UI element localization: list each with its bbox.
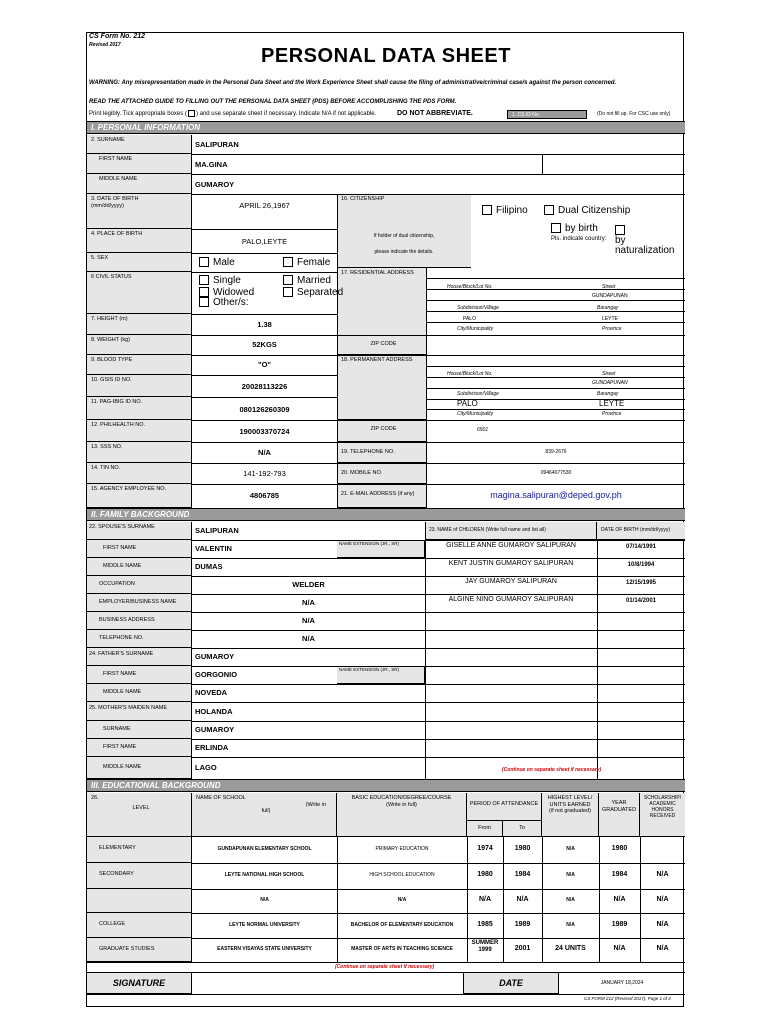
signature-field[interactable] [193, 973, 463, 994]
edu-year[interactable]: N/A [613, 896, 626, 903]
perm-zip-value[interactable]: 6501 [477, 427, 489, 433]
res-subdivision-label: Subdivision/Village [457, 305, 499, 311]
perm-house-label: House/Block/Lot No. [447, 371, 493, 377]
edu-to[interactable]: 1980 [514, 845, 531, 852]
checkbox-icon [199, 297, 209, 307]
dob-label: 3. DATE OF BIRTH (mm/dd/yyyy) [87, 194, 192, 229]
edu-level-cell: ELEMENTARY [87, 837, 192, 863]
edu-school[interactable]: LEYTE NORMAL UNIVERSITY [229, 922, 300, 928]
child-dob[interactable]: 01/14/2001 [625, 598, 657, 604]
checkbox-icon [551, 223, 561, 233]
gsis-label: 10. GSIS ID NO. [87, 375, 192, 397]
checkbox-icon [199, 275, 209, 285]
perm-street-label: Street [602, 371, 616, 377]
checkbox-icon [615, 225, 625, 235]
edu-honors[interactable]: N/A [656, 871, 669, 878]
tin-label: 14. TIN NO. [87, 463, 192, 484]
mother-first-value[interactable]: ERLINDA [195, 743, 229, 752]
spouse-first-value[interactable]: VALENTIN [195, 544, 232, 553]
family-continue-note: (Continue on separate sheet if necessary) [502, 767, 602, 773]
tick-box-icon [188, 110, 195, 117]
checkbox-icon [283, 257, 293, 267]
edu-honors[interactable]: N/A [656, 896, 669, 903]
perm-city-label: City/Municipality [457, 411, 494, 417]
date-label: DATE [463, 973, 559, 994]
edu-course[interactable]: BACHELOR OF ELEMENTARY EDUCATION [350, 922, 454, 928]
civil-married-option[interactable]: Married [283, 275, 337, 284]
middle-name-label: MIDDLE NAME [87, 174, 192, 194]
checkbox-icon [199, 257, 209, 267]
mother-middle-label: MIDDLE NAME [87, 757, 192, 779]
citizenship-label: 16. CITIZENSHIP [337, 194, 471, 268]
edu-course[interactable]: PRIMARY EDUCATION [375, 846, 429, 852]
sss-value[interactable]: N/A [258, 448, 271, 457]
spouse-middle-label: MIDDLE NAME [87, 558, 192, 576]
form-revised: Revised 2017 [89, 42, 121, 48]
employer-value[interactable]: N/A [302, 598, 315, 607]
father-first-value[interactable]: GORGONIO [195, 670, 238, 679]
family-telephone-label: TELEPHONE NO. [87, 630, 192, 648]
perm-province-value[interactable]: LEYTE [599, 399, 625, 408]
father-name-ext-label: NAME EXTENSION (JR., SR) [337, 666, 425, 684]
sex-female-option[interactable]: Female [283, 257, 330, 268]
gsis-value[interactable]: 20028113226 [241, 382, 288, 391]
height-label: 7. HEIGHT (m) [87, 314, 192, 335]
dob-value[interactable]: APRIL 26,1967 [239, 201, 290, 210]
edu-course[interactable]: MASTER OF ARTS IN TEACHING SCIENCE [351, 946, 453, 952]
edu-level-cell: COLLEGE [87, 913, 192, 938]
checkbox-icon [283, 287, 293, 297]
father-first-label: FIRST NAME [87, 666, 192, 684]
dual-note-2: please indicate the details. [374, 249, 434, 255]
edu-school[interactable]: EASTERN VISAYAS STATE UNIVERSITY [217, 946, 312, 952]
email-label: 21. E-MAIL ADDRESS (if any) [337, 484, 427, 508]
edu-year-header: YEAR GRADUATED [599, 793, 640, 837]
edu-course[interactable]: N/A [397, 897, 407, 903]
residential-label: 17. RESIDENTIAL ADDRESS [337, 268, 427, 358]
perm-subdivision-label: Subdivision/Village [457, 391, 499, 397]
checkbox-icon [199, 287, 209, 297]
agency-label: 15. AGENCY EMPLOYEE NO. [87, 484, 192, 508]
res-province-label: Province [602, 326, 622, 332]
cs-id-label: 1. CS ID No. [507, 110, 587, 119]
form-footer: CS FORM 212 (Revised 2017), Page 1 of 4 [584, 996, 671, 1001]
res-street-value[interactable]: GUNDAPUNAN [592, 293, 628, 299]
perm-zip-label: ZIP CODE [337, 420, 427, 442]
father-surname-label: 24. FATHER'S SURNAME [87, 648, 192, 666]
edu-to[interactable]: 1989 [514, 921, 531, 928]
surname-value[interactable]: SALIPURAN [195, 140, 239, 149]
print-legibly-text: Print legibly. Tick appropriate boxes ( ) and use separate sheet if necessary. Indicate N/A if not applicable. [89, 111, 377, 118]
do-not-abbreviate: DO NOT ABBREVIATE. [397, 110, 473, 117]
family-telephone-value[interactable]: N/A [302, 634, 315, 643]
children-header: 23. NAME of CHILDREN (Write full name and list all) [425, 522, 597, 540]
res-street-label: Street [602, 284, 616, 290]
edu-to[interactable]: 2001 [514, 945, 531, 952]
edu-from[interactable]: 1974 [477, 845, 493, 852]
child-dob[interactable]: 07/14/1991 [625, 544, 657, 550]
checkbox-icon [283, 275, 293, 285]
edu-to[interactable]: N/A [516, 896, 529, 903]
checkbox-icon [544, 205, 554, 215]
read-guide-text: READ THE ATTACHED GUIDE TO FILLING OUT THE PERSONAL DATA SHEET (PDS) BEFORE ACCOMPLISHING THE PDS FORM. [89, 99, 457, 105]
occupation-value[interactable]: WELDER [292, 580, 325, 589]
civil-widowed-option[interactable]: Widowed [199, 287, 259, 294]
civil-separated-option[interactable]: Separated [283, 287, 337, 298]
edu-from[interactable]: N/A [478, 896, 492, 903]
edu-year[interactable]: 1989 [611, 921, 628, 928]
section-personal-info: I. PERSONAL INFORMATION [87, 121, 685, 134]
warning-text: WARNING: Any misrepresentation made in the Personal Data Sheet and the Work Experience Sheet shall cause the filing of administrative/criminal case/s against the person concerned. [89, 80, 617, 86]
sex-label: 5. SEX [87, 253, 192, 272]
section-family-background: II. FAMILY BACKGROUND [87, 508, 685, 521]
civil-status-label: 6 CIVIL STATUS [87, 272, 192, 314]
dual-note-1: If holder of dual citizenship, [373, 233, 435, 239]
child-name[interactable]: GISELLE ANNE GUMAROY SALIPURAN [446, 542, 576, 549]
tin-value[interactable]: 141-192-793 [243, 469, 286, 478]
citizenship-filipino-option[interactable]: Filipino [482, 205, 528, 216]
edu-units[interactable]: 24 UNITS [555, 945, 586, 952]
spouse-first-label: FIRST NAME [87, 540, 192, 558]
spouse-name-ext-label: NAME EXTENSION (JR., SR) [337, 540, 425, 558]
civil-other-option[interactable]: Other/s: [199, 297, 249, 308]
edu-year[interactable]: 1980 [611, 845, 628, 852]
pob-label: 4. PLACE OF BIRTH [87, 229, 192, 253]
mobile-label: 20. MOBILE NO. [337, 463, 427, 484]
email-value[interactable]: magina.salipuran@deped.gov.ph [490, 490, 622, 500]
height-value[interactable]: 1.38 [257, 320, 272, 329]
mother-first-label: FIRST NAME [87, 739, 192, 757]
telephone-value[interactable]: 839-2676 [545, 449, 567, 455]
philhealth-label: 12. PHILHEALTH NO. [87, 420, 192, 442]
business-address-value[interactable]: N/A [302, 616, 315, 625]
edu-from[interactable]: 1985 [477, 921, 493, 928]
perm-street-value[interactable]: GUNDAPUNAN [592, 380, 628, 386]
weight-label: 8. WEIGHT (kg) [87, 335, 192, 355]
mother-surname-label: SURNAME [87, 721, 192, 739]
date-value[interactable]: JANUARY 18,2024 [600, 980, 644, 986]
spouse-surname-label: 22. SPOUSE'S SURNAME [87, 522, 192, 540]
first-name-label: FIRST NAME [87, 154, 192, 174]
checkbox-icon [482, 205, 492, 215]
permanent-label: 18. PERMANENT ADDRESS [337, 355, 427, 420]
first-name-value[interactable]: MA.GINA [195, 160, 228, 169]
blood-type-label: 9. BLOOD TYPE [87, 355, 192, 375]
edu-school-header: NAME OF SCHOOL (Write in full) [192, 793, 337, 837]
section-educational-background: III. EDUCATIONAL BACKGROUND [87, 779, 685, 792]
edu-school[interactable]: N/A [260, 897, 269, 903]
res-house-label: House/Block/Lot No. [447, 284, 493, 290]
civil-single-option[interactable]: Single [199, 275, 241, 284]
res-city-label: City/Municipality [457, 326, 494, 332]
pob-value[interactable]: PALO,LEYTE [241, 237, 288, 246]
mother-maiden-value[interactable]: HOLANDA [195, 707, 233, 716]
edu-year[interactable]: 1984 [611, 871, 628, 878]
edu-units[interactable]: N/A [566, 897, 575, 903]
weight-value[interactable]: 52KGS [252, 340, 277, 349]
mobile-value[interactable]: 09464077530 [540, 470, 572, 476]
edu-from-header: From [467, 821, 503, 837]
telephone-label: 19. TELEPHONE NO. [337, 442, 427, 463]
perm-barangay-label: Barangay [597, 391, 619, 397]
res-zip-label: ZIP CODE [337, 335, 427, 355]
employer-label: EMPLOYER/BUSINESS NAME [87, 594, 192, 612]
edu-honors-header: SCHOLARSHIP/ ACADEMIC HONORS RECEIVED [640, 793, 685, 837]
child-dob[interactable]: 10/8/1994 [627, 562, 655, 568]
edu-to-header: To [503, 821, 542, 837]
pagibig-value[interactable]: 080126260309 [239, 405, 290, 414]
pagibig-label: 11. PAG-IBIG ID NO. [87, 397, 192, 420]
edu-honors[interactable]: N/A [656, 921, 669, 928]
edu-to[interactable]: 1984 [514, 871, 531, 878]
child-dob[interactable]: 12/15/1995 [625, 580, 657, 586]
signature-label: SIGNATURE [87, 973, 192, 994]
page-title: PERSONAL DATA SHEET [261, 45, 511, 67]
perm-province-label: Province [602, 411, 622, 417]
indicate-country-label: Pls. indicate country: [551, 236, 607, 242]
blood-type-value[interactable]: "O" [258, 360, 271, 369]
csc-use-note: (Do not fill up. For CSC use only) [597, 111, 671, 117]
res-barangay-label: Barangay [597, 305, 619, 311]
by-birth-option[interactable]: by birth [551, 223, 598, 234]
edu-units[interactable]: N/A [566, 872, 575, 878]
edu-continue-note: (Continue on separate sheet if necessary) [335, 964, 435, 970]
child-name[interactable]: JAY GUMAROY SALIPURAN [465, 578, 557, 585]
edu-level-cell: SECONDARY [87, 863, 192, 889]
edu-units[interactable]: N/A [566, 922, 575, 928]
edu-course-header: BASIC EDUCATION/DEGREE/COURSE (Write in full) [337, 793, 467, 837]
pds-form [86, 32, 684, 1007]
philhealth-value[interactable]: 190003370724 [239, 427, 290, 436]
surname-label: 2. SURNAME [87, 135, 192, 154]
edu-course[interactable]: HIGH SCHOOL EDUCATION [369, 872, 435, 878]
child-name[interactable]: KENT JUSTIN GUMAROY SALIPURAN [448, 560, 574, 567]
res-city-value[interactable]: PALO [463, 316, 476, 322]
father-middle-label: MIDDLE NAME [87, 684, 192, 702]
edu-from[interactable]: 1980 [477, 871, 493, 878]
mother-maiden-label: 25. MOTHER'S MAIDEN NAME [87, 702, 192, 721]
edu-level-cell [87, 889, 192, 913]
edu-highest-header: HIGHEST LEVEL/ UNITS EARNED (if not graduated) [542, 793, 599, 837]
children-dob-header: DATE OF BIRTH (mm/dd/yyyy) [597, 522, 685, 540]
res-province-value[interactable]: LEYTE [602, 316, 618, 322]
father-surname-value[interactable]: GUMAROY [195, 652, 235, 661]
middle-name-value[interactable]: GUMAROY [195, 180, 235, 189]
edu-level-header: 26. LEVEL [87, 793, 192, 837]
agency-value[interactable]: 4806785 [249, 491, 280, 500]
edu-honors[interactable]: N/A [656, 945, 669, 952]
spouse-surname-value[interactable]: SALIPURAN [195, 526, 239, 535]
by-naturalization-option[interactable]: by naturalization [615, 225, 685, 245]
child-name[interactable]: ALGINE NINO GUMAROY SALIPURAN [448, 596, 574, 603]
sss-label: 13. SSS NO. [87, 442, 192, 463]
occupation-label: OCCUPATION [87, 576, 192, 594]
edu-units[interactable]: N/A [566, 846, 575, 852]
edu-from[interactable]: SUMMER 1999 [471, 940, 499, 953]
edu-year[interactable]: N/A [613, 945, 626, 952]
mother-surname-value[interactable]: GUMAROY [195, 725, 235, 734]
edu-period-header: PERIOD OF ATTENDANCE [467, 793, 542, 821]
perm-city-value[interactable]: PALO [457, 399, 478, 408]
mother-middle-value[interactable]: LAGO [195, 763, 217, 772]
edu-level-cell: GRADUATE STUDIES [87, 938, 192, 962]
form-number: CS Form No. 212 [89, 33, 146, 40]
father-middle-value[interactable]: NOVEDA [195, 688, 228, 697]
business-address-label: BUSINESS ADDRESS [87, 612, 192, 630]
edu-school[interactable]: LEYTE NATIONAL HIGH SCHOOL [224, 872, 305, 878]
citizenship-dual-option[interactable]: Dual Citizenship [544, 205, 630, 216]
sex-male-option[interactable]: Male [199, 257, 235, 268]
edu-school[interactable]: GUNDAPUNAN ELEMENTARY SCHOOL [217, 846, 312, 852]
spouse-middle-value[interactable]: DUMAS [195, 562, 223, 571]
